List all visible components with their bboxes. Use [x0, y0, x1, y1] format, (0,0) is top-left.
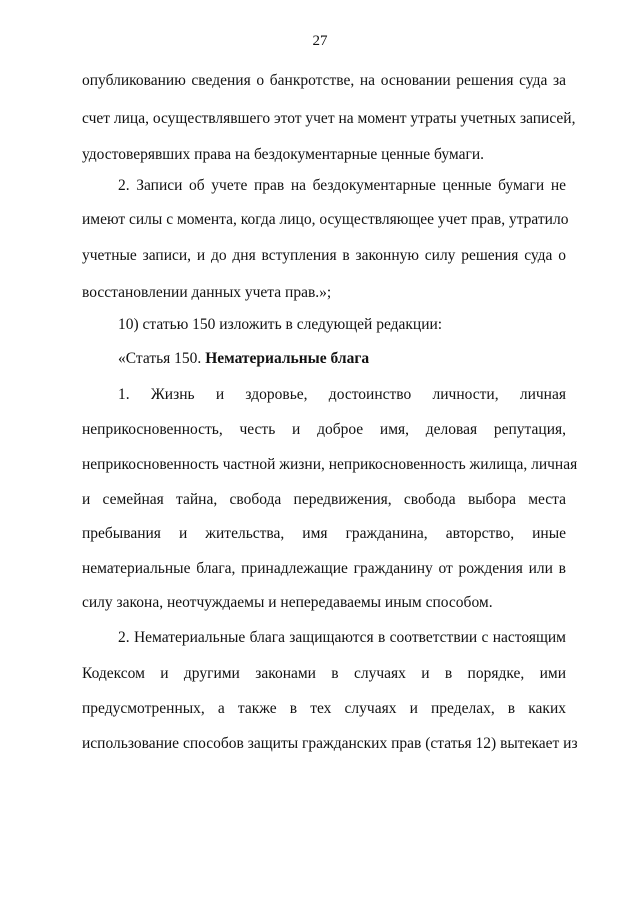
text-line: 2. Нематериальные блага защищаются в соответствии с настоящим	[118, 629, 566, 646]
text-line: опубликованию сведения о банкротстве, на основании решения суда за	[82, 72, 566, 89]
text-line: восстановлении данных учета прав.»;	[82, 284, 332, 301]
text-line: предусмотренных, а также в тех случаях и пределах, в каких	[82, 700, 566, 717]
text-line: учетные записи, и до дня вступления в законную силу решения суда о	[82, 247, 566, 264]
article-heading	[118, 349, 566, 369]
text-line: удостоверявших права на бездокументарные ценные бумаги.	[82, 146, 485, 163]
text-line: 1. Жизнь и здоровье, достоинство личности, личная	[118, 386, 566, 403]
text-line: и семейная тайна, свобода передвижения, свобода выбора места	[82, 491, 566, 508]
text-line: силу закона, неотчуждаемы и непередаваемы иным способом.	[82, 594, 493, 611]
text-line: пребывания и жительства, имя гражданина, авторство, иные	[82, 525, 566, 542]
text-line: нематериальные блага, принадлежащие гражданину от рождения или в	[82, 560, 566, 577]
text-line: использование способов защиты гражданских прав (статья 12) вытекает из	[82, 735, 578, 752]
text-line: 10) статью 150 изложить в следующей редакции:	[118, 316, 443, 333]
text-line: Кодексом и другими законами в случаях и в порядке, ими	[82, 665, 566, 682]
text-line: неприкосновенность частной жизни, неприкосновенность жилища, личная	[82, 456, 578, 473]
text-line: счет лица, осуществлявшего этот учет на момент утраты учетных записей,	[82, 110, 576, 127]
text-line: 2. Записи об учете прав на бездокументарные ценные бумаги не	[118, 177, 566, 194]
page-number: 27	[312, 33, 328, 49]
text-line: неприкосновенность, честь и доброе имя, деловая репутация,	[82, 421, 566, 438]
article-heading-title: Нематериальные блага	[205, 350, 370, 367]
text-line: имеют силы с момента, когда лицо, осуществляющее учет прав, утратило	[82, 211, 569, 228]
article-heading-prefix: «Статья 150.	[118, 350, 206, 367]
